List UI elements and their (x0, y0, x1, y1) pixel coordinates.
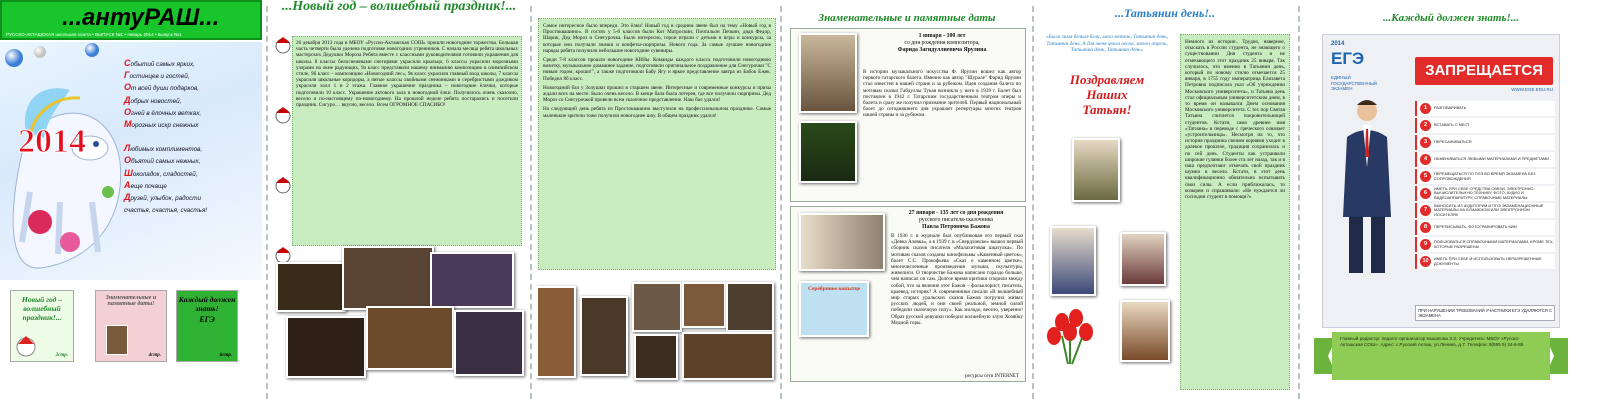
acrostic-text: гней в ёлочных ветках, (131, 109, 202, 117)
index-box-page: 6стр. (219, 353, 232, 358)
item-number: 7 (1420, 205, 1431, 216)
anniversary-date: 27 января - 135 лет со дня рождения (908, 210, 1004, 216)
party-photo (634, 334, 678, 380)
tatiana-day-page (1036, 0, 1294, 405)
acrostic-text: юбимых комплиментов, (130, 146, 203, 154)
new-year-page (270, 0, 528, 405)
portrait-photo (799, 33, 857, 113)
prohibited-item (1415, 118, 1555, 133)
greeting-line: Поздравляем (1069, 72, 1145, 87)
article-paragraph: Самое интересное было впереди. Это ёлки! Новый год в среднем звене был на тему «Новый год в Простоквашино». В гостях у 5-6 классов были Кот Матроскин, Почтальон Печкин, дядя Федор, Шарик, Дед Мороз и Снегурочка. Было интересно, герои играли с детьми в игры и конкурсы, за которые они получали значки и конфеты-сюрпризы. Нового года. За самые лучшие новогодние наряды ребята получили небольшие новогодние сувениры. (543, 23, 771, 54)
prohibited-item (1415, 152, 1555, 167)
party-photo (682, 332, 774, 380)
acrostic-text: т всей души подарков, (131, 85, 200, 93)
ege-page (1302, 0, 1600, 405)
santa-icon (15, 335, 37, 359)
acrostic-letter: О (124, 82, 132, 93)
acrostic-text: бъятий самых нежных, (131, 158, 201, 166)
page-divider (780, 6, 782, 399)
index-box-ege[interactable] (176, 290, 238, 362)
index-box-new-year[interactable] (10, 290, 74, 362)
item-text: ВСТАВАТЬ С МЕСТ (1434, 122, 1470, 128)
prohibited-item (1415, 220, 1555, 235)
acrostic-letter: С (124, 58, 131, 68)
article-yarullin (790, 28, 1026, 202)
party-photo (286, 316, 366, 378)
page-divider (1298, 6, 1300, 399)
prohibited-banner: ЗАПРЕЩАЕТСЯ (1415, 57, 1553, 85)
acrostic-letter: А (124, 179, 131, 190)
masthead (0, 0, 262, 40)
prohibited-item (1415, 186, 1555, 201)
ege-poster (1322, 34, 1560, 328)
acrostic-line (124, 107, 260, 119)
acrostic-text: обрых новостей, (130, 97, 182, 105)
item-number: 3 (1420, 137, 1431, 148)
article-paragraph: Новогодний бал у Золушки прошел в старшем звене. Интересные и современные конкурсы и призы ждали всех на месте. Было очень весело. В конце бала была лотерея, где все получили сюрпризы. Дед Мороз со Снегурочкой провели всем сказочное представление. Наш бал удался! (543, 84, 771, 104)
acrostic-text: околадок, сладостей, (132, 170, 198, 178)
index-box-ege-label: ЕГЭ (199, 315, 215, 324)
portrait-thumbnail (106, 325, 128, 355)
prohibited-item (1415, 135, 1555, 150)
book-title: Серебряное копытце (807, 286, 861, 292)
source-note: ресурсы сети INTERNET (965, 374, 1019, 379)
greeting-line: Татьян! (1082, 102, 1132, 117)
footer-ribbon (1314, 330, 1568, 384)
new-year-continued-page (536, 0, 778, 405)
page-title: ...Каждый должен знать!... (1382, 12, 1520, 24)
acrostic-greeting (124, 58, 260, 216)
index-box-title: Новый год – волшебный праздник!... (22, 295, 62, 322)
item-number: 1 (1420, 103, 1431, 114)
index-box-title: Знаменательные и памятные даты! (105, 295, 157, 307)
portrait-photo (799, 213, 885, 271)
item-text: ВЫНОСИТЬ ИЗ АУДИТОРИИ И ППЭ ЭКЗАМЕНАЦИОННЫЕ МАТЕРИАЛЫ НА БУМАЖНОМ ИЛИ ЭЛЕКТРОННОМ НОСИТЕЛЯХ (1434, 202, 1544, 217)
greeting-line: Наших (1086, 87, 1128, 102)
article-paragraph: На следующий день ребята из Простоквашино выступили на профессиональном празднике. Самые маленькие зрители тоже получили новогоднее шоу. В общем праздник удался! (543, 106, 771, 119)
prohibited-item (1415, 101, 1555, 116)
article-new-year (292, 36, 522, 246)
memorable-dates-page (784, 0, 1030, 405)
party-photo (632, 282, 682, 332)
acrostic-line (124, 82, 260, 94)
acrostic-line (124, 168, 260, 180)
party-photo (536, 286, 576, 378)
anniversary-subtitle: со дня рождения композитора, (904, 40, 980, 46)
acrostic-line (124, 58, 260, 70)
santa-decorations (274, 36, 292, 276)
prohibited-item (1415, 237, 1555, 252)
acrostic-letter: М (124, 119, 132, 130)
party-photo (726, 282, 774, 332)
party-photo (430, 252, 514, 308)
item-text: РАЗГОВАРИВАТЬ (1434, 105, 1467, 111)
portrait-photo (1050, 226, 1096, 296)
item-number: 8 (1420, 222, 1431, 233)
portrait-photo (1120, 300, 1170, 362)
acrostic-line (124, 204, 260, 216)
acrostic-text: счастья, счастья, счастья! (124, 207, 208, 215)
ege-website: WWW.EGE.EDU.RU (1511, 87, 1553, 92)
article-text: В истории музыкального искусства Ф. Ярулин вошел как автор первого татарского балета. Именно как автор "Шурале" Фарид Ярулин стал известен в нашей стране и за рубежом. Идея создания балета по мотивам сказки Габдуллы Тукая возникла у него в 1939 г. Балет был поставлен в 1942 г. Татарским государственным театром оперы и балета и сразу же получил признание зрителей. Первый национальный балет до сегодняшнего дня украшает репертуары многих театров нашей страны и за рубежом. (863, 69, 1021, 119)
newspaper-name: ...антуРАШ... (62, 4, 220, 31)
acrostic-letter: О (124, 106, 132, 117)
book-cover (799, 281, 869, 337)
article-new-year-continued (538, 18, 776, 270)
party-photo (366, 306, 454, 370)
acrostic-text: еще почаще (130, 182, 167, 190)
page-divider (530, 6, 532, 399)
item-number: 10 (1420, 256, 1431, 267)
acrostic-letter: Д (124, 192, 131, 203)
article-text: 26 декабря 2013 года в МБОУ «Русско-Акташская СОШ» прошли новогодние торжества. Большая часть четверти была уделена подготовке новогодних утренников. С начала месяца ребята школьных мастерских Дедушки Мороза Ребята вместе с классными руководителями готовили украшения для школы. 8 классы белоснежными снегирями украсили крыльцо, 6 классы украсили морозными узорами на окне радующих, 9а класс представили нашему вниманию композицию в олимпийском стиле, 9б класс – композицию «Новогодний лес», 9в класс украсили главный вход школы, 7 классы украсили школьные коридоры, а пятые классы хвойными снежинками и серебристыми дождиком украсили холл 1 и 2 этажа. Главное украшение праздника – новогодние ёлочки, которые подготовили 10 класс. Украшение актового зала и новогодний ёлки. Получилось очень сказочно, весело и по-настоящему по-новогоднему. На прошлой неделе ребята постарались и посетили праздник. Сигуро… вкусно, весело. Всем ОГРОМНОЕ СПАСИБО! (296, 40, 518, 109)
prohibited-item (1415, 254, 1555, 269)
acrostic-line (124, 155, 260, 167)
article-paragraph: Среди 7-8 классов прошли новогодние КВНы. Команды каждого класса подготовили новогоднюю визитку, музыкальное домашнее задание, подготовили оригинальное поздравление для Снегурочки "С новым годом, кроши!", а также подготовили Бабу Ягу и яркое представление завтра из Бабок Ежек. Победил 8б класс. (543, 57, 771, 82)
acrostic-line (124, 192, 260, 204)
acrostic-line (124, 95, 260, 107)
acrostic-text: орозных искр снежных (131, 122, 199, 130)
acrostic-letter: Д (124, 94, 131, 105)
index-box-page: 2стр. (55, 353, 68, 358)
violation-note: ПРИ НАРУШЕНИИ ТРЕБОВАНИЙ УЧАСТНИКИ ЕГЭ УДАЛЯЮТСЯ С ЭКЗАМЕНА (1415, 305, 1555, 321)
item-number: 5 (1420, 171, 1431, 182)
party-photo (454, 310, 524, 376)
page-title: Знаменательные и памятные даты (818, 12, 996, 24)
item-text: ПЕРЕСАЖИВАТЬСЯ (1434, 139, 1472, 145)
anniversary-date: 1 января - 100 лет (918, 33, 966, 39)
acrostic-text: остинцев и гостей, (129, 73, 190, 81)
item-text: ИМЕТЬ ПРИ СЕБЕ И ИСПОЛЬЗОВАТЬ НЕРАЗРЕШЕННЫЕ ДОКУМЕНТЫ (1434, 255, 1542, 266)
masthead-subtitle: РУССКО-АКТАШСКАЯ школьная газета • ВЫПУСК №1 • январь 2014 • выпуск №1 (6, 32, 182, 37)
ege-logo-subtitle: ЕДИНЫЙ ГОСУДАРСТВЕННЫЙ ЭКЗАМЕН (1331, 75, 1378, 91)
prohibited-list (1415, 101, 1555, 271)
student-figure (1337, 97, 1397, 277)
poster-year: 2014 (1331, 41, 1345, 47)
item-text: ПЕРЕПИСЫВАТЬ, ФОТОГРАФИРОВАТЬ КИМ (1434, 224, 1517, 230)
item-text: ОБМЕНИВАТЬСЯ ЛЮБЫМИ МАТЕРИАЛАМИ И ПРЕДМЕТАМИ (1434, 156, 1549, 162)
ballet-photo (799, 121, 857, 183)
page-title: ...Новый год – волшебный праздник!... (281, 0, 517, 14)
item-text: ПОЛЬЗОВАТЬСЯ СПРАВОЧНЫМИ МАТЕРИАЛАМИ, КРОМЕ ТЕХ, КОТОРЫЕ РАЗРЕШЕНЫ (1434, 238, 1554, 249)
publication-info: Главный редактор: педагог-организатор Кашапова З.Х. Учредитель: МБОУ «Русско-Акташская СОШ». Адрес: с.Русский Акташ, ул.Ленина, д.7. Телефон: 8(855 9) 34-6-89 (1340, 336, 1524, 347)
party-photo (342, 246, 434, 310)
item-text: ИМЕТЬ ПРИ СЕБЕ СРЕДСТВА СВЯЗИ, ЭЛЕКТРОННО-ВЫЧИСЛИТЕЛЬНУЮ ТЕХНИКУ, ФОТО, АУДИО И ВИДЕОАППАРАТУРУ, СПРАВОЧНЫЕ МАТЕРИАЛЫ (1434, 185, 1535, 200)
item-number: 9 (1420, 239, 1431, 250)
poem-text: «Была зима белым-бела, мела метель, Татьянин день, Татьянин день. А для меня цвела весна, звенел апрель, Татьянин день, Татьянин день» (1045, 34, 1169, 53)
anniversary-subtitle: русского писателя-сказочника (918, 217, 994, 223)
index-box-title: Каждый должен знать! (178, 295, 236, 313)
acrostic-letter: Л (124, 143, 131, 154)
acrostic-letter: Г (124, 70, 130, 81)
item-number: 2 (1420, 120, 1431, 131)
portrait-photo (1120, 232, 1166, 286)
acrostic-text: рузей, улыбок, радости (130, 195, 201, 203)
prohibited-item (1415, 169, 1555, 184)
cover-page (0, 0, 264, 405)
prohibited-item (1415, 203, 1555, 218)
item-number: 6 (1420, 188, 1431, 199)
page-title: ...Татьянин день!.. (1115, 6, 1215, 20)
acrostic-line (124, 119, 260, 131)
acrostic-letter: О (124, 155, 132, 166)
tulip-bouquet (1042, 306, 1100, 366)
article-tatiana-history (1180, 34, 1290, 390)
greeting (1040, 72, 1174, 117)
ege-logo: ЕГЭ (1331, 49, 1365, 68)
person-name: Фарида Загидуллиевича Ярулина (897, 47, 987, 53)
item-text: ПЕРЕМЕЩАТЬСЯ ПО ППЭ ВО ВРЕМЯ ЭКЗАМЕНА БЕЗ СОПРОВОЖДЕНИЯ (1434, 170, 1536, 181)
portrait-photo (1072, 138, 1120, 202)
party-photo (682, 282, 726, 328)
person-name: Павла Петровича Бажова (922, 224, 990, 230)
acrostic-letter: Ш (124, 167, 133, 178)
article-text: В 1936 г. в журнале был опубликован его первый сказ «Девка Азовка», а в 1939 г. в «Свердловске» вышел первый сборник сказов писателя «Малахитовая шкатулка». По мотивам сказов созданы кинофильмы «Каменный цветок», балет С.С. Прокофьева «Сказ о каменном цветке», многочисленные произведения музыки, скульптуры, живописи. О творчестве Бажова написано гораздо больше, чем написал он сам. Долгое время критики спорили между собой, что за явление этот Бажов – фольклорист, писатель, краевед, историк? А современники писали «В волшебный мир старых уральских сказов Бажов погрузил живых русских людей, и они своей реальной, земной силой победили сказочную силу». Как молодо, весело, уверенно! Образ русской девушки победил волшебную злую Хозяйку Медной горы. (891, 233, 1023, 326)
party-photo (276, 262, 346, 312)
item-number: 4 (1420, 154, 1431, 165)
acrostic-line (124, 70, 260, 82)
party-photo (580, 296, 628, 376)
year-2014-text: 2014 (18, 123, 86, 160)
acrostic-line (124, 180, 260, 192)
acrostic-line (124, 143, 260, 155)
page-divider (266, 6, 268, 399)
article-text: Немного из истории.. Трудно, наверное, отыскать в России студента, не знающего о существовании Дня студента и не отмечающего этот праздник 25 января. Так случилось, что именно в Татьянин день, который по новому стилю отмечается 25 января, в 1755 году императрица Елизавета Петровна подписала указ «Об учреждении Московского университета», и Татьяна день стал официальным университетским днем, в то время он назывался Днем основания Московского университета. С тех пор Святая Татьяна считается покровительницей студентов. Кстати, само древнее имя «Татиана» в переводе с греческого означает «устроительница». Несмотря на то, что история праздника своими корнями уходит в далекое прошлое, традиция сохранилась и по сей день. Студенты как устраивали широкие гулянки более ста лет назад, так и в наш предпочтают отмечать свой праздник шумно и весело. Кстати, в этот день квалификационно обязательно испытывать свои силы. А если приближалась, то козырем и спрашивали: «Не нуждается ли господин студент в помощи?» (1185, 39, 1285, 201)
index-box-dates[interactable] (95, 290, 167, 362)
acrostic-text: обытий самых ярких, (130, 61, 195, 68)
page-divider (1032, 6, 1034, 399)
index-box-page: 4стр. (148, 353, 161, 358)
article-bazhov (790, 206, 1026, 382)
